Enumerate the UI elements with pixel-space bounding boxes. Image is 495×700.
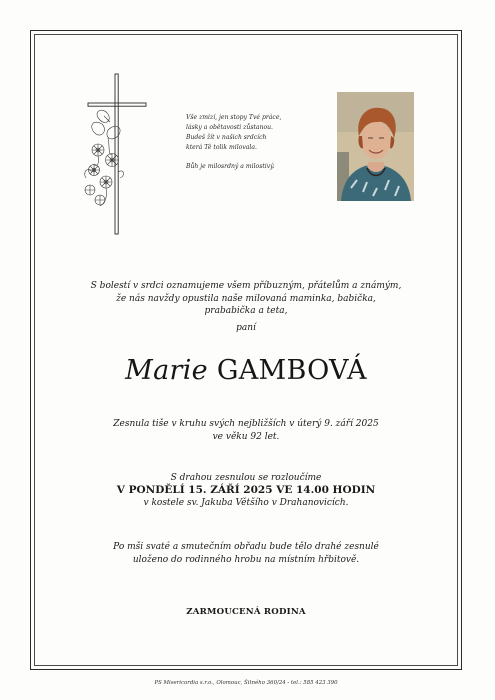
memorial-poem [186,113,326,172]
poem-line: Vše zmizí, jen stopy Tvé práce, [186,114,282,121]
poem-closing: Bůh je milosrdný a milostivý. [186,163,275,170]
poem-line: Budeš žít v našich srdcích [186,134,267,141]
death-line: ve věku 92 let. [212,431,280,442]
burial-line: Po mši svaté a smutečním obřadu bude tělo drahé zesnulé [113,542,379,552]
farewell-datetime: V PONDĚLÍ 15. ZÁŘÍ 2025 VE 14.00 HODIN [116,484,376,496]
deceased-name [34,355,458,387]
first-name: Marie [125,355,208,386]
portrait-photo [337,92,414,201]
announcement-intro [34,280,458,318]
signature: ZARMOUCENÁ RODINA [186,607,306,617]
poem-line: která Tě tolik milovala. [186,144,257,151]
farewell-place: v kostele sv. Jakuba Většího v Drahanovicích. [143,498,349,508]
intro-line: prababička a teta, [204,306,288,316]
intro-line: že nás navždy opustila naše milovaná maminka, babička, [116,293,376,304]
death-line: Zesnula tiše v kruhu svých nejbližších v úterý 9. září 2025 [113,419,379,429]
intro-line: S bolestí v srdci oznamujeme všem příbuzným, přátelům a známým, [90,281,402,291]
burial-notice [34,541,458,566]
poem-line: lásky a obětavosti zůstanou. [186,124,273,131]
death-notice [34,418,458,443]
honorific: paní [236,323,256,333]
footer-funeral-service: PS Misericordia s.r.o., Olomouc, Šitného 360/24 - tel.: 585 423 390 [154,680,338,686]
cross-with-flowers-icon [78,72,148,242]
surname: GAMBOVÁ [216,355,367,386]
farewell-intro: S drahou zesnulou se rozloučíme [170,473,322,483]
burial-line: uloženo do rodinného hrobu na místním hřbitově. [132,554,360,565]
